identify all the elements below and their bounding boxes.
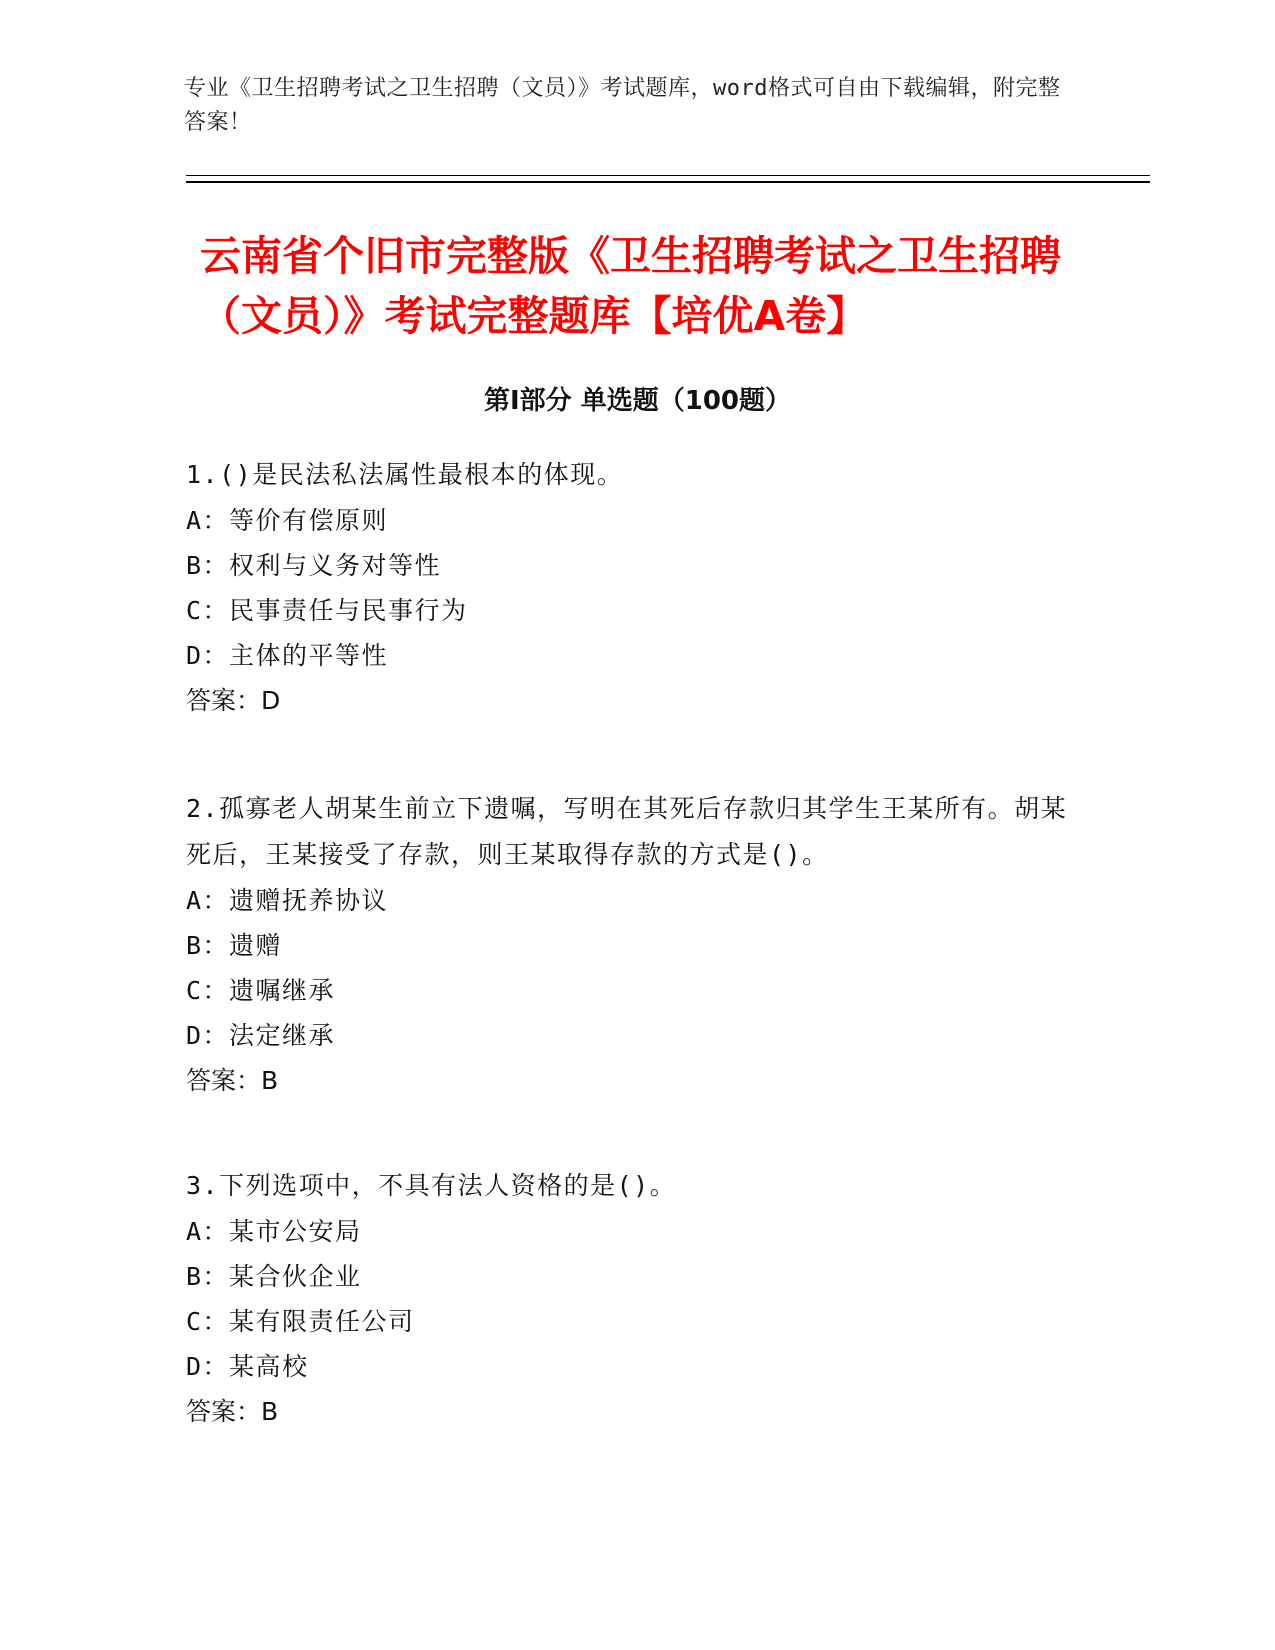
option-a: A：某市公安局 (186, 1217, 362, 1246)
question-2 (186, 786, 1086, 1104)
question-3 (186, 1163, 1086, 1435)
header-divider-thick (186, 181, 1150, 183)
question-stem: 3.下列选项中，不具有法人资格的是()。 (186, 1171, 677, 1200)
answer-line: 答案：B (186, 1397, 279, 1426)
header-note: 专业《卫生招聘考试之卫生招聘（文员）》考试题库，word格式可自由下载编辑，附完整答案！ (184, 76, 1061, 135)
option-d: D：法定继承 (186, 1021, 336, 1050)
answer-line: 答案：B (186, 1066, 279, 1095)
option-c: C：民事责任与民事行为 (186, 596, 468, 625)
option-c: C：遗嘱继承 (186, 976, 336, 1005)
option-b: B：遗赠 (186, 931, 283, 960)
question-1 (186, 452, 1086, 724)
option-b: B：权利与义务对等性 (186, 551, 442, 580)
question-stem: 1.()是民法私法属性最根本的体现。 (186, 460, 624, 489)
option-b: B：某合伙企业 (186, 1262, 362, 1291)
header-divider-thin (186, 175, 1150, 176)
answer-line: 答案：D (186, 686, 281, 715)
document-title: 云南省个旧市完整版《卫生招聘考试之卫生招聘（文员）》考试完整题库【培优A卷】 (200, 232, 1061, 340)
option-a: A：遗赠抚养协议 (186, 886, 389, 915)
question-stem: 2.孤寡老人胡某生前立下遗嘱，写明在其死后存款归其学生王某所有。胡某死后，王某接受了存款，则王某取得存款的方式是()。 (186, 794, 1068, 869)
option-c: C：某有限责任公司 (186, 1307, 415, 1336)
option-d: D：某高校 (186, 1352, 309, 1381)
option-d: D：主体的平等性 (186, 641, 389, 670)
option-a: A：等价有偿原则 (186, 506, 389, 535)
section-title: 第I部分 单选题（100题） (484, 386, 791, 416)
